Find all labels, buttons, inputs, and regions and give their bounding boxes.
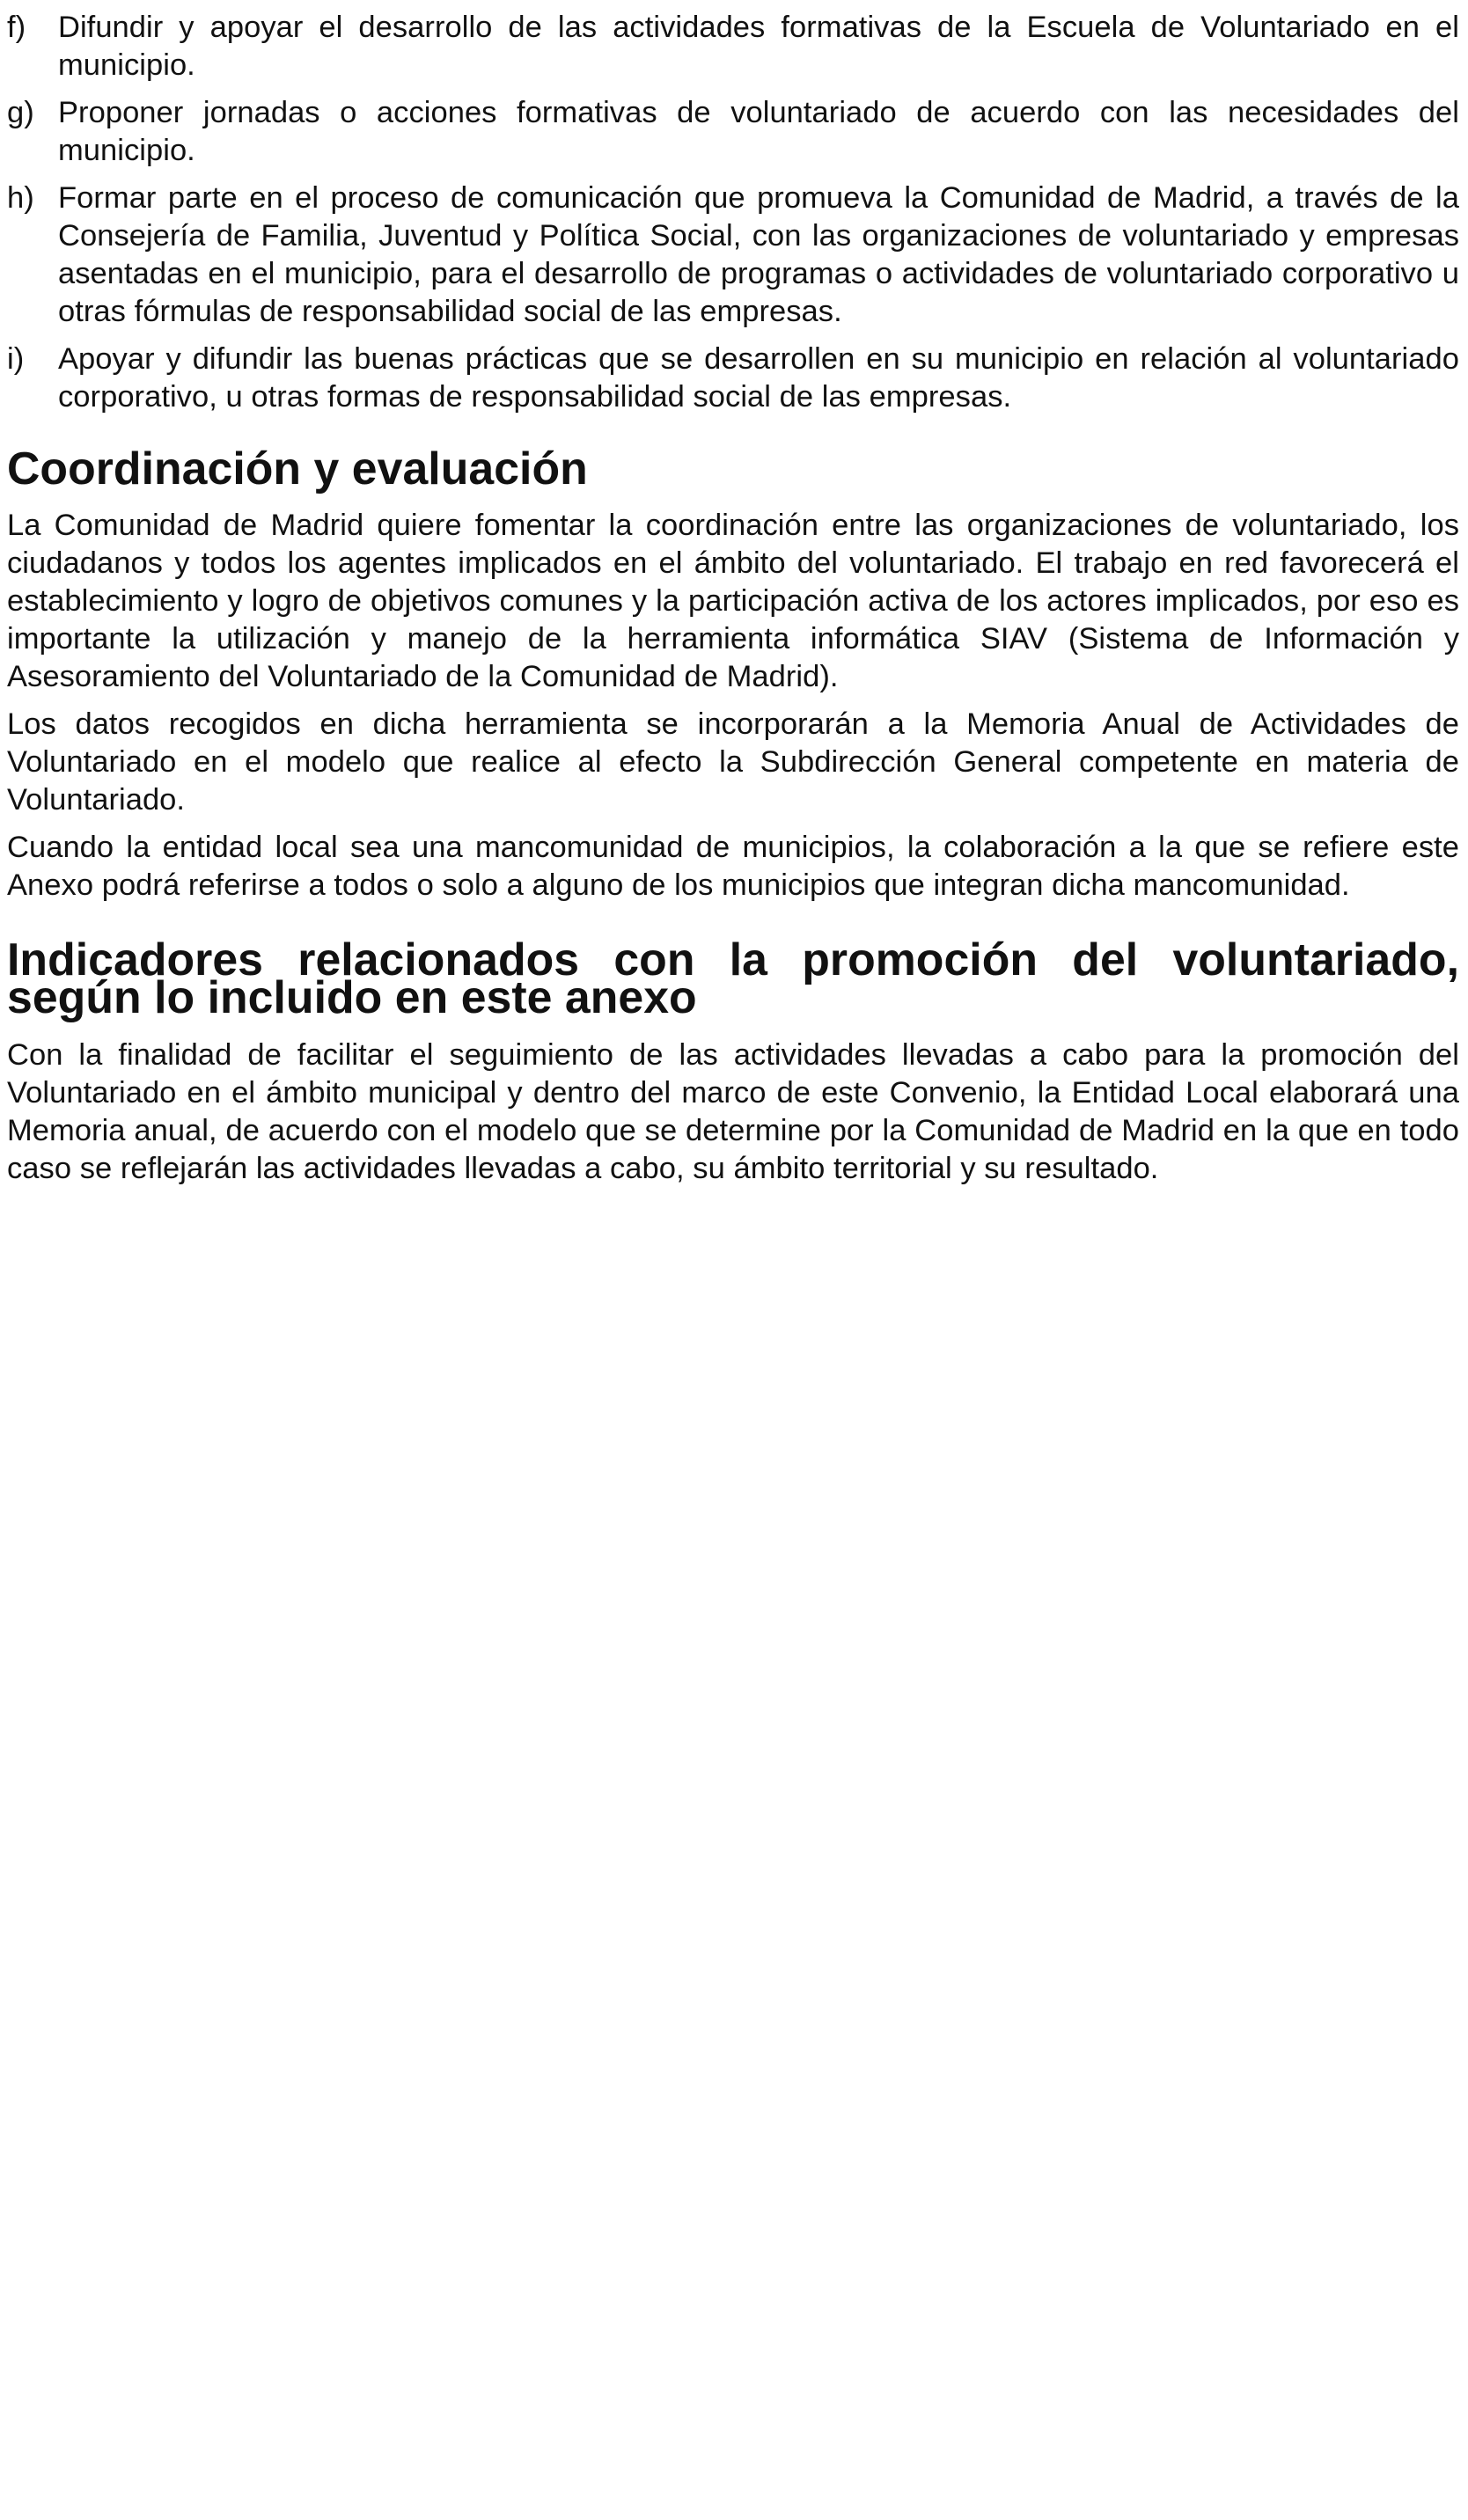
list-item-text: Proponer jornadas o acciones formativas de voluntariado de acuerdo con las necesidades del municipio. [58, 96, 1459, 167]
list-item-text: Apoyar y difundir las buenas prácticas que se desarrollen en su municipio en relación al voluntariado corporativo, u otras formas de responsabilidad social de las empresas. [58, 342, 1459, 414]
list-item-text: Difundir y apoyar el desarrollo de las actividades formativas de la Escuela de Voluntariado en el municipio. [58, 11, 1459, 82]
section-heading-indicadores: Indicadores relacionados con la promoción del voluntariado, según lo incluido en este anexo [7, 934, 1459, 1022]
paragraph: Cuando la entidad local sea una mancomunidad de municipios, la colaboración a la que se refiere este Anexo podrá referirse a todos o solo a alguno de los municipios que integran dicha mancomunidad. [7, 831, 1459, 902]
paragraph: Los datos recogidos en dicha herramienta se incorporarán a la Memoria Anual de Actividades de Voluntariado en el modelo que realice al efecto la Subdirección General competente en materia de Voluntariado. [7, 707, 1459, 817]
section-heading-coordinacion: Coordinación y evaluación [7, 443, 588, 494]
list-item-text: Formar parte en el proceso de comunicación que promueva la Comunidad de Madrid, a través de la Consejería de Familia, Juventud y Política Social, con las organizaciones de voluntariado y empresas asentadas en el municipio, para el desarrollo de programas o actividades de voluntariado corporativo u otras fórmulas de responsabilidad social de las empresas. [58, 181, 1459, 328]
list-marker: h) [7, 181, 34, 215]
list-item-g [7, 94, 1459, 170]
list-item-h [7, 179, 1459, 331]
section-coordinacion [7, 443, 1459, 905]
list-marker: g) [7, 96, 34, 129]
list-item-i [7, 341, 1459, 416]
list-marker: f) [7, 11, 26, 44]
section-indicadores [7, 934, 1459, 1188]
paragraph: La Comunidad de Madrid quiere fomentar la coordinación entre las organizaciones de voluntariado, los ciudadanos y todos los agentes implicados en el ámbito del voluntariado. El trabajo en red favorecerá el establecimiento y logro de objetivos comunes y la participación activa de los actores implicados, por eso es importante la utilización y manejo de la herramienta informática SIAV (Sistema de Información y Asesoramiento del Voluntariado de la Comunidad de Madrid). [7, 509, 1459, 693]
functions-list [7, 9, 1459, 416]
list-item-f [7, 9, 1459, 84]
document-body [7, 9, 1459, 1198]
paragraph: Con la finalidad de facilitar el seguimiento de las actividades llevadas a cabo para la promoción del Voluntariado en el ámbito municipal y dentro del marco de este Convenio, la Entidad Local elaborará una Memoria anual, de acuerdo con el modelo que se determine por la Comunidad de Madrid en la que en todo caso se reflejarán las actividades llevadas a cabo, su ámbito territorial y su resultado. [7, 1038, 1459, 1185]
list-marker: i) [7, 342, 25, 376]
